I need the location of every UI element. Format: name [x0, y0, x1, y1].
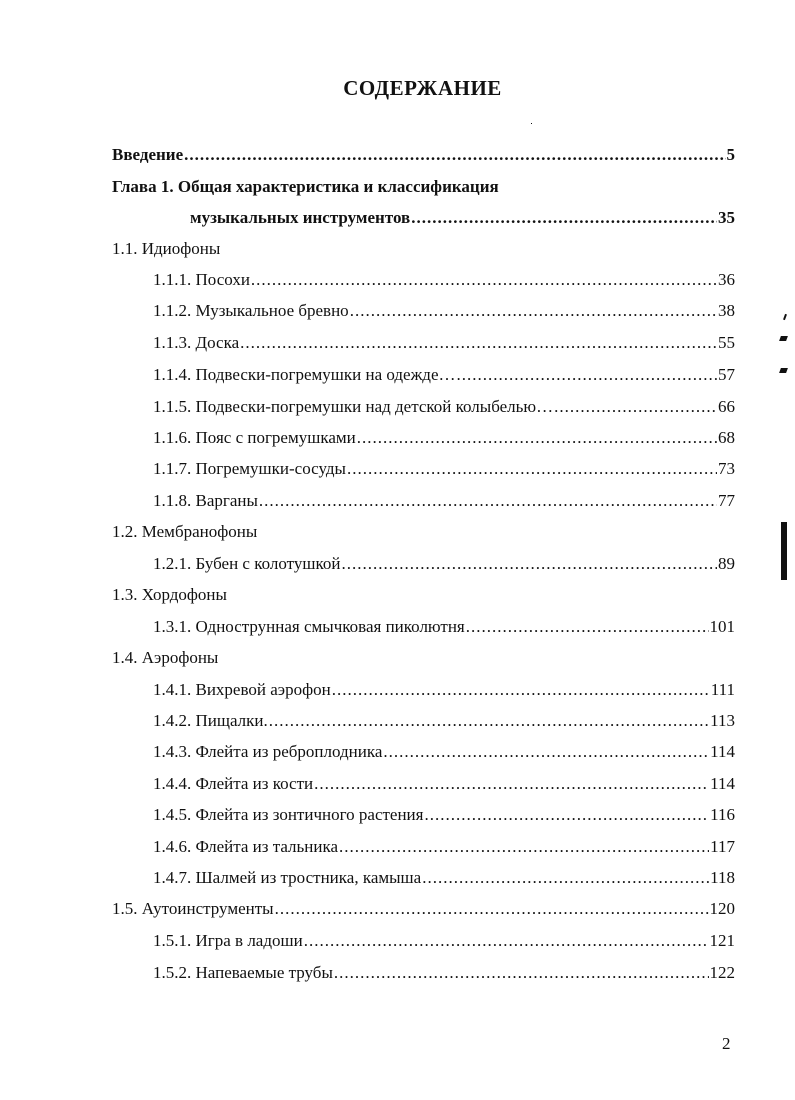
toc-entry[interactable]: [153, 332, 735, 354]
toc-entry-page: 101: [709, 617, 735, 636]
page-number: 2: [722, 1034, 731, 1053]
toc-entry-text: 1.4.2. Пищалки.: [153, 711, 268, 730]
toc-chapter-heading-cont[interactable]: [190, 207, 735, 229]
toc-entry-page: 5: [726, 145, 735, 164]
leader-dots: [251, 269, 717, 291]
toc-entry-page: 66: [718, 397, 735, 416]
toc-entry-page: 36: [718, 270, 735, 289]
toc-entry[interactable]: [153, 616, 735, 638]
toc-entry-page: 121: [709, 931, 735, 950]
leader-dots: [424, 804, 709, 826]
toc-entry-page: 116: [710, 805, 735, 824]
toc-entry-text: 1.1.2. Музыкальное бревно: [153, 301, 349, 320]
toc-entry-page: 122: [709, 963, 735, 982]
toc-entry-text: музыкальных инструментов: [190, 208, 411, 227]
toc-entry[interactable]: [153, 836, 735, 858]
toc-section-membranophones[interactable]: 1.2. Мембранофоны: [112, 522, 258, 541]
toc-entry-page: 114: [710, 774, 735, 793]
toc-chapter-heading[interactable]: Глава 1. Общая характеристика и классификация: [112, 177, 499, 196]
scan-edge-mark: [781, 522, 787, 580]
toc-entry-page: 113: [710, 711, 735, 730]
toc-entry-page: 38: [718, 301, 735, 320]
toc-entry-text: 1.5. Аутоинструменты: [112, 899, 274, 918]
page-title: СОДЕРЖАНИЕ: [343, 76, 502, 100]
toc-entry-text: 1.1.5. Подвески-погремушки над детской колыбелью…: [153, 397, 554, 416]
toc-entry-page: 117: [710, 837, 735, 856]
toc-entry-page: 68: [718, 428, 735, 447]
leader-dots: [411, 207, 717, 229]
toc-section-chordophones[interactable]: 1.3. Хордофоны: [112, 585, 227, 604]
toc-section-idiophones[interactable]: 1.1. Идиофоны: [112, 239, 221, 258]
toc-entry-text: 1.4.1. Вихревой аэрофон: [153, 680, 331, 699]
leader-dots: [184, 144, 725, 166]
leader-dots: [334, 962, 709, 984]
toc-entry[interactable]: [153, 427, 735, 449]
toc-entry-page: 118: [710, 868, 735, 887]
toc-entry[interactable]: [153, 364, 735, 386]
toc-entry[interactable]: [153, 867, 735, 889]
toc-entry-text: 1.1.3. Доска: [153, 333, 240, 352]
leader-dots: [466, 616, 709, 638]
leader-dots: [332, 679, 710, 701]
toc-entry-text: 1.4.6. Флейта из тальника: [153, 837, 339, 856]
toc-entry-text: 1.5.2. Напеваемые трубы: [153, 963, 333, 982]
leader-dots: [350, 300, 717, 322]
toc-entry-page: 77: [718, 491, 735, 510]
leader-dots: [275, 898, 709, 920]
toc-entry-page: 57: [718, 365, 735, 384]
toc-entry[interactable]: [153, 962, 735, 984]
toc-entry[interactable]: [153, 710, 735, 732]
toc-entry-text: 1.1.4. Подвески-погремушки на одежде…: [153, 365, 456, 384]
leader-dots: [357, 427, 717, 449]
toc-entry[interactable]: [153, 490, 735, 512]
toc-entry-text: 1.3.1. Однострунная смычковая пиколютня: [153, 617, 465, 636]
toc-entry-page: 89: [718, 554, 735, 573]
leader-dots: [304, 930, 709, 952]
toc-entry-text: 1.1.8. Варганы: [153, 491, 258, 510]
toc-entry-page: 120: [709, 899, 735, 918]
toc-entry-text: 1.1.1. Посохи: [153, 270, 250, 289]
toc-section-autoinstruments[interactable]: [112, 898, 735, 920]
leader-dots: [339, 836, 709, 858]
toc-entry-text: 1.4.5. Флейта из зонтичного растения: [153, 805, 424, 824]
toc-entry-text: Введение: [112, 145, 184, 164]
toc-entry-page: 111: [710, 680, 735, 699]
toc-entry-text: 1.1.6. Пояс с погремушками: [153, 428, 356, 447]
toc-entry-page: 35: [718, 208, 735, 227]
toc-entry[interactable]: [153, 773, 735, 795]
toc-entry-text: 1.1.7. Погремушки-сосуды: [153, 459, 346, 478]
toc-entry[interactable]: [153, 300, 735, 322]
toc-entry[interactable]: [153, 930, 735, 952]
toc-entry-page: 55: [718, 333, 735, 352]
toc-entry-text: 1.4.7. Шалмей из тростника, камыша: [153, 868, 422, 887]
scan-speck: [531, 123, 532, 124]
leader-dots: [240, 332, 717, 354]
toc-entry[interactable]: [153, 741, 735, 763]
toc-entry[interactable]: [153, 553, 735, 575]
toc-entry-page: 114: [710, 742, 735, 761]
toc-entry-text: 1.4.4. Флейта из кости: [153, 774, 314, 793]
leader-dots: [422, 867, 709, 889]
leader-dots: [259, 490, 717, 512]
leader-dots: [457, 364, 717, 386]
toc-entry-text: 1.4.3. Флейта из реброплодника: [153, 742, 383, 761]
toc-entry-text: 1.5.1. Игра в ладоши: [153, 931, 303, 950]
leader-dots: [383, 741, 709, 763]
toc-entry[interactable]: [153, 269, 735, 291]
toc-entry[interactable]: [153, 804, 735, 826]
toc-entry[interactable]: [153, 679, 735, 701]
leader-dots: [269, 710, 709, 732]
leader-dots: [347, 458, 717, 480]
leader-dots: [554, 396, 717, 418]
toc-entry-introduction[interactable]: [112, 144, 735, 166]
toc-entry-text: 1.2.1. Бубен с колотушкой: [153, 554, 341, 573]
leader-dots: [341, 553, 717, 575]
toc-entry[interactable]: [153, 458, 735, 480]
toc-entry[interactable]: [153, 396, 735, 418]
leader-dots: [314, 773, 709, 795]
toc-section-aerophones[interactable]: 1.4. Аэрофоны: [112, 648, 219, 667]
toc-entry-page: 73: [718, 459, 735, 478]
